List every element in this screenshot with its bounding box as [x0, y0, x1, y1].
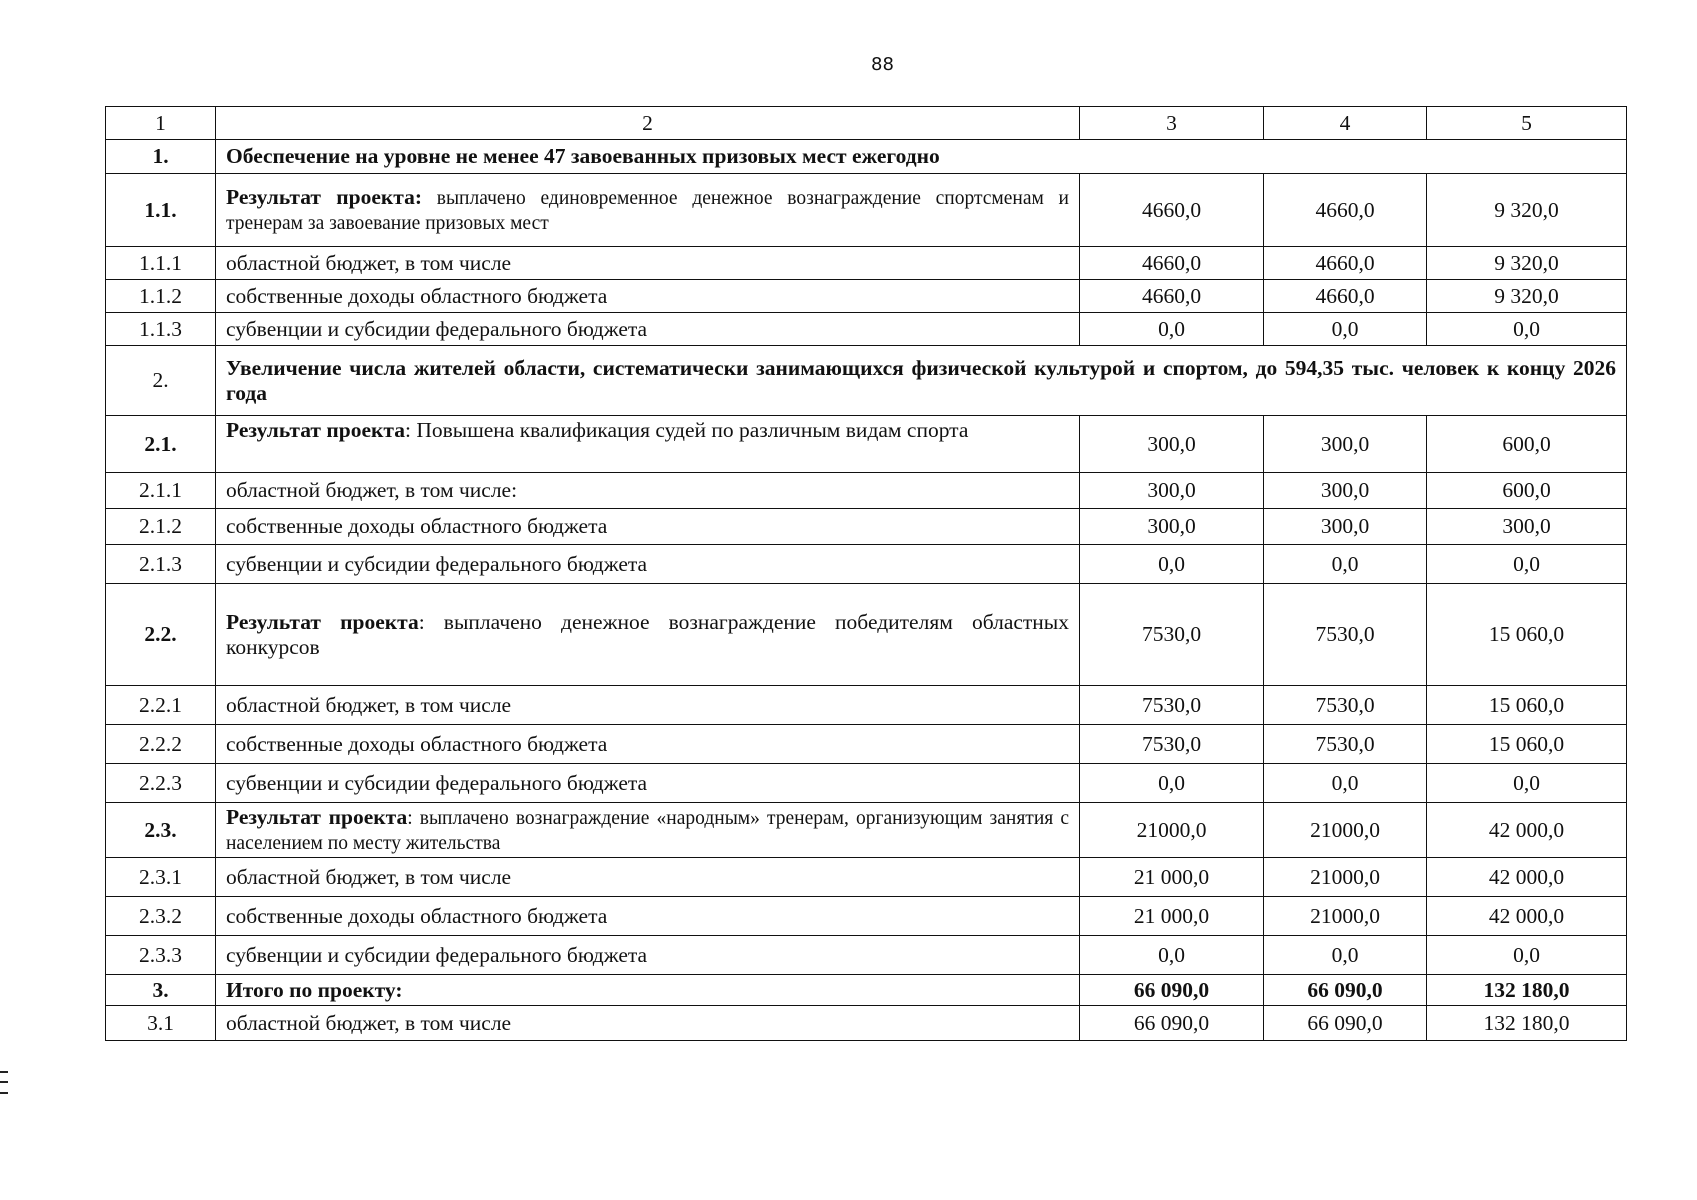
value-col5: 0,0: [1427, 764, 1627, 803]
value-col5: 0,0: [1427, 313, 1627, 346]
value-col5: 600,0: [1427, 473, 1627, 509]
scan-edge-mark: [0, 1081, 8, 1083]
row-number: 2.2.1: [106, 686, 216, 725]
row-number: 1.: [106, 140, 216, 174]
value-col3: 0,0: [1080, 545, 1264, 584]
budget-row: [106, 764, 1627, 803]
value-col4: 0,0: [1264, 764, 1427, 803]
total-row: [106, 975, 1627, 1006]
value-col5: 9 320,0: [1427, 247, 1627, 280]
result-description: [216, 803, 1080, 858]
value-col5: 15 060,0: [1427, 584, 1627, 686]
value-col4: 4660,0: [1264, 280, 1427, 313]
header-cell-5: 5: [1427, 107, 1627, 140]
budget-row: [106, 509, 1627, 545]
value-col3: 21 000,0: [1080, 858, 1264, 897]
value-col3: 0,0: [1080, 313, 1264, 346]
budget-row: [106, 936, 1627, 975]
value-col4: 0,0: [1264, 313, 1427, 346]
result-description: [216, 584, 1080, 686]
header-cell-3: 3: [1080, 107, 1264, 140]
value-col5: 0,0: [1427, 545, 1627, 584]
budget-row: [106, 473, 1627, 509]
row-number: 3.1: [106, 1006, 216, 1041]
value-col3: 7530,0: [1080, 584, 1264, 686]
header-cell-1: 1: [106, 107, 216, 140]
row-number: 2.2.3: [106, 764, 216, 803]
result-label: Результат проекта: [226, 804, 408, 829]
value-col3: 0,0: [1080, 764, 1264, 803]
section-title: Обеспечение на уровне не менее 47 завоеванных призовых мест ежегодно: [216, 140, 1627, 174]
section-row: [106, 346, 1627, 416]
row-number: 2.1.2: [106, 509, 216, 545]
value-col4: 21000,0: [1264, 858, 1427, 897]
value-col3: 7530,0: [1080, 686, 1264, 725]
row-label: областной бюджет, в том числе: [216, 1006, 1080, 1041]
value-col4: 0,0: [1264, 545, 1427, 584]
value-col4: 7530,0: [1264, 686, 1427, 725]
section-title: Увеличение числа жителей области, систематически занимающихся физической культурой и спортом, до 594,35 тыс. человек к концу 2026 года: [216, 346, 1627, 416]
row-label: субвенции и субсидии федерального бюджета: [216, 313, 1080, 346]
section-row: [106, 140, 1627, 174]
value-col3: 21 000,0: [1080, 897, 1264, 936]
row-label: субвенции и субсидии федерального бюджета: [216, 936, 1080, 975]
total-col4: 66 090,0: [1264, 975, 1427, 1006]
value-col3: 300,0: [1080, 509, 1264, 545]
row-number: 2.2.: [106, 584, 216, 686]
row-number: 2.1.3: [106, 545, 216, 584]
result-label: Результат проекта: [226, 609, 419, 634]
result-description: [216, 174, 1080, 247]
row-number: 1.1.3: [106, 313, 216, 346]
row-label: областной бюджет, в том числе: [216, 247, 1080, 280]
header-cell-4: 4: [1264, 107, 1427, 140]
budget-row: [106, 247, 1627, 280]
value-col3: 300,0: [1080, 416, 1264, 473]
result-text: : Повышена квалификация судей по различным видам спорта: [404, 418, 969, 442]
value-col3: 4660,0: [1080, 174, 1264, 247]
row-label: субвенции и субсидии федерального бюджета: [216, 764, 1080, 803]
result-text: : выплачено денежное вознаграждение победителям областных конкурсов: [226, 609, 1070, 659]
budget-row: [106, 858, 1627, 897]
row-label: областной бюджет, в том числе:: [216, 473, 1080, 509]
value-col5: 132 180,0: [1427, 1006, 1627, 1041]
row-number: 2.3.: [106, 803, 216, 858]
value-col4: 21000,0: [1264, 803, 1427, 858]
budget-row: [106, 686, 1627, 725]
total-col3: 66 090,0: [1080, 975, 1264, 1006]
value-col5: 42 000,0: [1427, 858, 1627, 897]
result-label: Результат проекта:: [226, 184, 422, 209]
row-number: 1.1.2: [106, 280, 216, 313]
row-number: 2.3.1: [106, 858, 216, 897]
row-number: 1.1.1: [106, 247, 216, 280]
scan-edge-mark: [0, 1071, 8, 1073]
result-text: выплачено единовременное денежное вознаграждение спортсменам и тренерам за завоевание призовых мест: [226, 187, 1069, 234]
total-col5: 132 180,0: [1427, 975, 1627, 1006]
value-col5: 42 000,0: [1427, 897, 1627, 936]
result-text: : выплачено вознаграждение «народным» тренерам, организующим занятия с населением по месту жительства: [226, 807, 1069, 854]
row-number: 2.1.: [106, 416, 216, 473]
page-number: 88: [871, 54, 894, 75]
value-col4: 0,0: [1264, 936, 1427, 975]
value-col5: 9 320,0: [1427, 174, 1627, 247]
header-cell-2: 2: [216, 107, 1080, 140]
budget-row: [106, 725, 1627, 764]
row-label: собственные доходы областного бюджета: [216, 280, 1080, 313]
row-label: субвенции и субсидии федерального бюджета: [216, 545, 1080, 584]
value-col4: 7530,0: [1264, 725, 1427, 764]
value-col4: 300,0: [1264, 416, 1427, 473]
value-col5: 600,0: [1427, 416, 1627, 473]
value-col4: 4660,0: [1264, 247, 1427, 280]
result-row: [106, 174, 1627, 247]
value-col3: 300,0: [1080, 473, 1264, 509]
value-col4: 4660,0: [1264, 174, 1427, 247]
row-label: собственные доходы областного бюджета: [216, 509, 1080, 545]
result-description: [216, 416, 1080, 473]
value-col5: 42 000,0: [1427, 803, 1627, 858]
row-number: 2.2.2: [106, 725, 216, 764]
budget-row: [106, 545, 1627, 584]
value-col5: 9 320,0: [1427, 280, 1627, 313]
value-col4: 66 090,0: [1264, 1006, 1427, 1041]
row-number: 2.3.3: [106, 936, 216, 975]
budget-row: [106, 897, 1627, 936]
budget-row: [106, 280, 1627, 313]
value-col4: 21000,0: [1264, 897, 1427, 936]
result-row: [106, 416, 1627, 473]
value-col5: 15 060,0: [1427, 686, 1627, 725]
budget-table: [105, 106, 1627, 1041]
value-col5: 300,0: [1427, 509, 1627, 545]
result-row: [106, 584, 1627, 686]
row-number: 2.: [106, 346, 216, 416]
row-label: собственные доходы областного бюджета: [216, 725, 1080, 764]
row-number: 3.: [106, 975, 216, 1006]
value-col3: 0,0: [1080, 936, 1264, 975]
total-label: Итого по проекту:: [216, 975, 1080, 1006]
header-row: [106, 107, 1627, 140]
row-label: собственные доходы областного бюджета: [216, 897, 1080, 936]
scan-edge-mark: [0, 1092, 8, 1094]
budget-row: [106, 313, 1627, 346]
value-col3: 7530,0: [1080, 725, 1264, 764]
value-col5: 15 060,0: [1427, 725, 1627, 764]
value-col4: 300,0: [1264, 473, 1427, 509]
row-number: 2.1.1: [106, 473, 216, 509]
value-col4: 7530,0: [1264, 584, 1427, 686]
result-label: Результат проекта: [226, 418, 405, 442]
value-col3: 4660,0: [1080, 280, 1264, 313]
value-col3: 21000,0: [1080, 803, 1264, 858]
row-label: областной бюджет, в том числе: [216, 858, 1080, 897]
value-col5: 0,0: [1427, 936, 1627, 975]
value-col3: 66 090,0: [1080, 1006, 1264, 1041]
budget-row: [106, 1006, 1627, 1041]
value-col3: 4660,0: [1080, 247, 1264, 280]
result-row: [106, 803, 1627, 858]
row-number: 2.3.2: [106, 897, 216, 936]
value-col4: 300,0: [1264, 509, 1427, 545]
row-number: 1.1.: [106, 174, 216, 247]
row-label: областной бюджет, в том числе: [216, 686, 1080, 725]
